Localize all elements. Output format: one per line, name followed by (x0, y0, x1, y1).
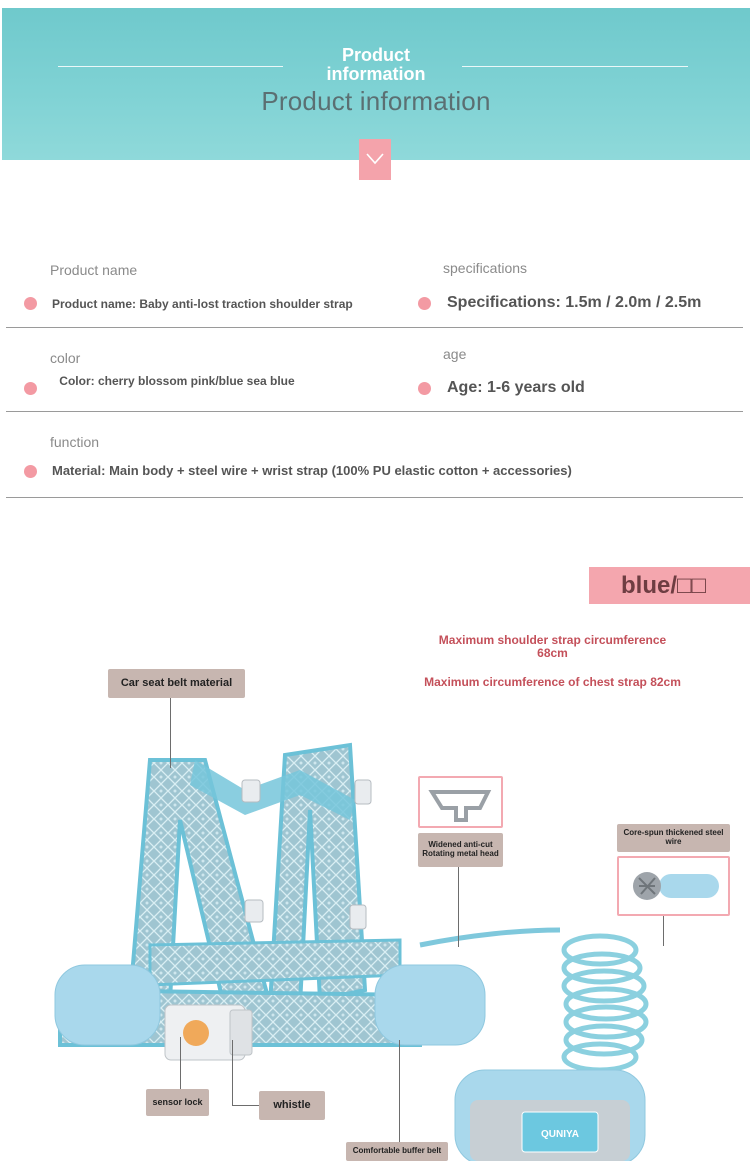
leader-line (458, 867, 459, 947)
row-divider (6, 327, 743, 328)
product-name-value: Product name: Baby anti-lost traction shoulder strap (52, 297, 353, 311)
header-subtitle: Product information (261, 86, 491, 116)
tag-material: Car seat belt material (108, 669, 245, 698)
chest-note: Maximum circumference of chest strap 82cm (424, 675, 681, 689)
bullet-dot (24, 297, 37, 310)
steel-wire-photo (617, 856, 730, 916)
tag-steel-wire: Core-spun thickened steel wire (617, 824, 730, 852)
product-name-label: Product name (50, 262, 138, 278)
tag-sensor-lock: sensor lock (146, 1089, 209, 1116)
tag-buffer-belt: Comfortable buffer belt (346, 1142, 448, 1161)
leader-line (232, 1040, 233, 1105)
spec-label: specifications (443, 260, 528, 276)
function-value: Material: Main body + steel wire + wrist strap (100% PU elastic cotton + accessories) (52, 463, 572, 478)
bullet-dot (24, 465, 37, 478)
harness-illustration (0, 700, 750, 1161)
color-label: color (50, 350, 81, 366)
leader-line (399, 1040, 400, 1142)
age-value: Age: 1-6 years old (447, 379, 585, 396)
row-divider (6, 411, 743, 412)
header-title: Product information (326, 45, 426, 84)
bullet-dot (418, 382, 431, 395)
color-value: Color: cherry blossom pink/blue sea blue (59, 374, 295, 388)
row-divider (6, 497, 743, 498)
shoulder-note: Maximum shoulder strap circumference 68cm (438, 633, 667, 660)
metal-head-photo (418, 776, 503, 828)
leader-line (663, 916, 664, 946)
chevron-down-icon (359, 139, 391, 180)
function-label: function (50, 434, 100, 450)
bullet-dot (24, 382, 37, 395)
tag-whistle: whistle (259, 1091, 325, 1120)
header-banner (2, 8, 750, 160)
brand-label: QUNIYA (541, 1129, 579, 1140)
leader-line (170, 698, 171, 768)
spec-value: Specifications: 1.5m / 2.0m / 2.5m (447, 294, 702, 311)
color-variant-tag: blue/□□ (589, 567, 750, 604)
tag-metal-head: Widened anti-cut Rotating metal head (418, 833, 503, 867)
bullet-dot (418, 297, 431, 310)
leader-line (232, 1105, 259, 1106)
age-label: age (443, 346, 467, 362)
leader-line (180, 1037, 181, 1089)
